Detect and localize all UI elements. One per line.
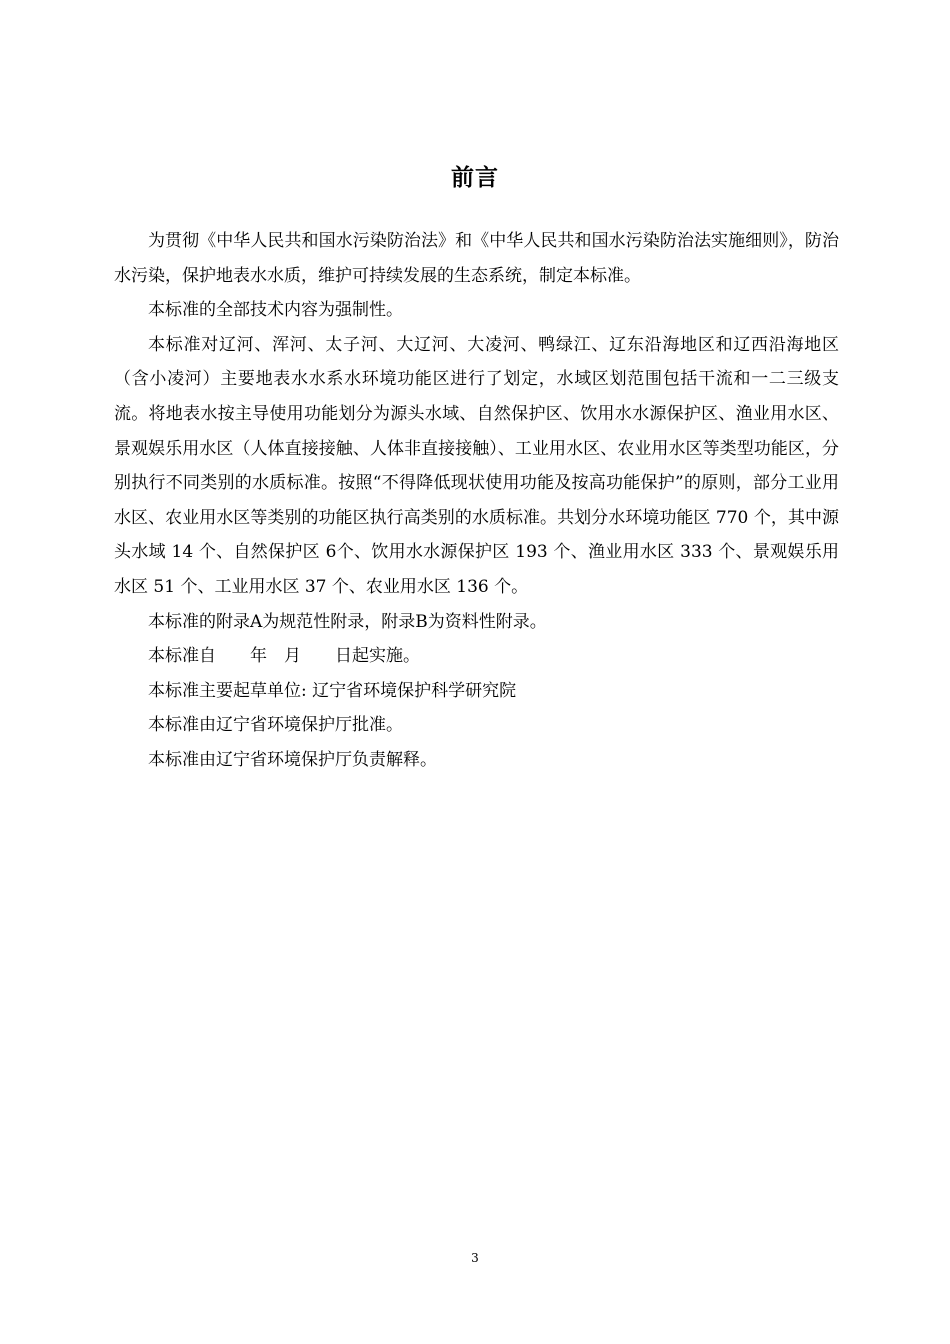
page-number: 3 <box>471 1251 479 1265</box>
paragraph-interpretation: 本标准由辽宁省环境保护厅负责解释。 <box>148 749 437 770</box>
paragraph-mandatory: 本标准的全部技术内容为强制性。 <box>148 300 403 321</box>
paragraph-effective-date: 本标准自 年 月 日起实施。 <box>148 646 420 667</box>
page-title: 前言 <box>451 165 499 191</box>
paragraph-purpose: 为贯彻《中华人民共和国水污染防治法》和《中华人民共和国水污染防治法实施细则》，防治水污染，保护地表水水质，维护可持续发展的生态系统，制定本标准。 <box>114 231 839 286</box>
body-text <box>114 224 839 778</box>
paragraph-drafting-unit: 本标准主要起草单位: 辽宁省环境保护科学研究院 <box>148 680 517 701</box>
paragraph-scope: 本标准对辽河、浑河、太子河、大辽河、大凌河、鸭绿江、辽东沿海地区和辽西沿海地区（含小凌河）主要地表水水系水环境功能区进行了划定，水域区划范围包括干流和一二三级支流。将地表水按主导使用功能划分为源头水域、自然保护区、饮用水水源保护区、渔业用水区、景观娱乐用水区（人体直接接触、人体非直接接触）、工业用水区、农业用水区等类型功能区，分别执行不同类别的水质标准。按照“不得降低现状使用功能及按高功能保护”的原则，部分工业用水区、农业用水区等类别的功能区执行高类别的水质标准。共划分水环境功能区 770 个，其中源头水域 14 个、自然保护区 6个、饮用水水源保护区 193 个、渔业用水区 333 个、景观娱乐用水区 51 个、工业用水区 37 个、农业用水区 136 个。 <box>114 334 839 597</box>
paragraph-appendix: 本标准的附录A为规范性附录，附录B为资料性附录。 <box>148 611 547 632</box>
paragraph-approval: 本标准由辽宁省环境保护厅批准。 <box>148 715 403 736</box>
